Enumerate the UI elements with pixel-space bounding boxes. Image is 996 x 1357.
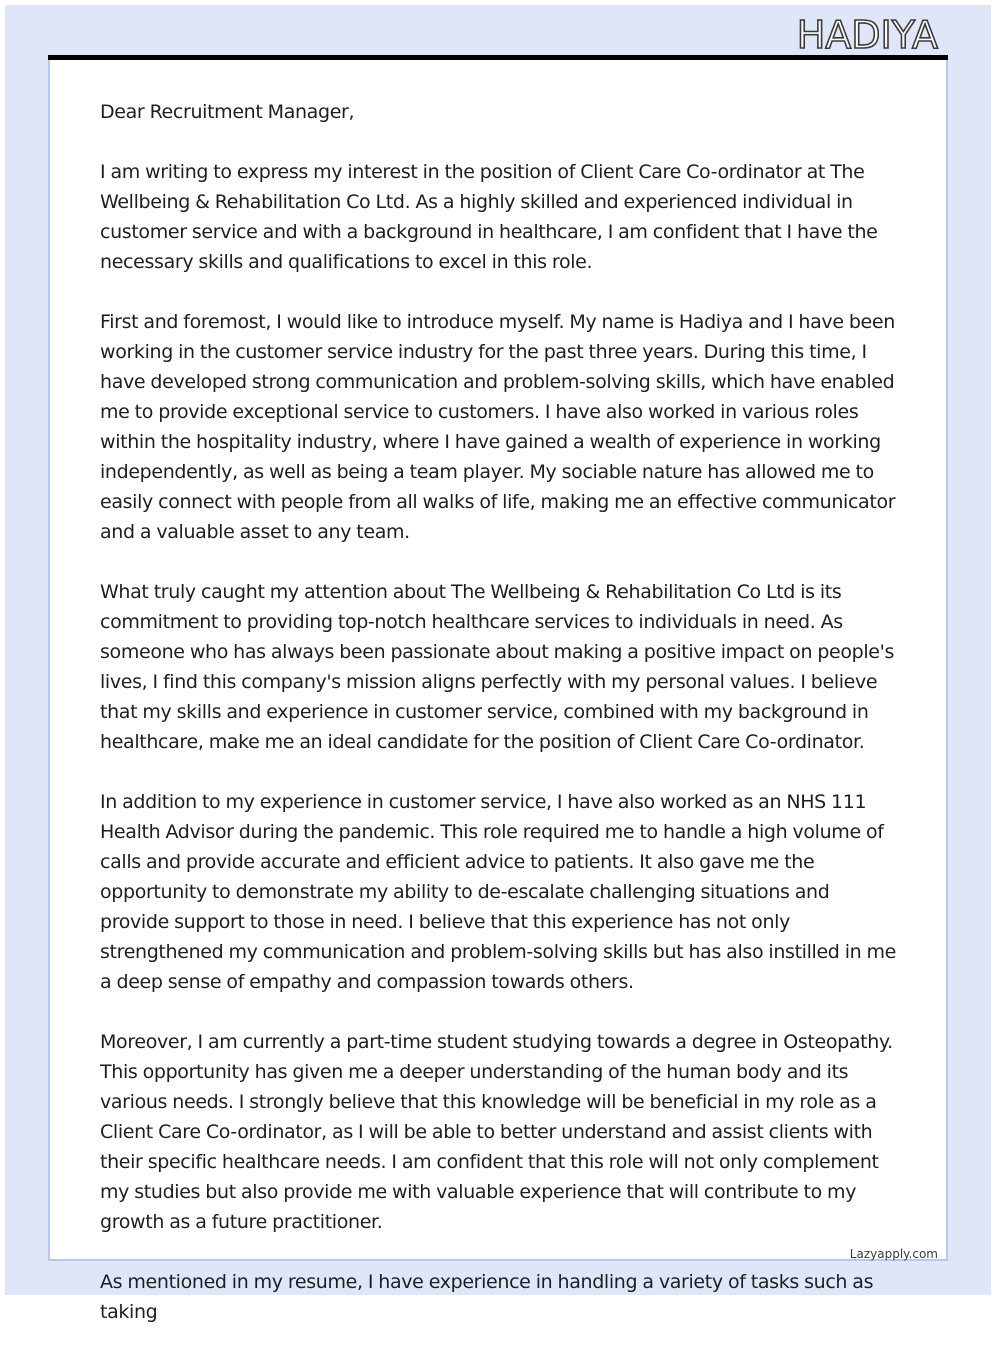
paragraph-company-interest: What truly caught my attention about The Wellbeing & Rehabilitation Co Ltd is its commitment to providing top-notch healthcare services to individuals in need. As someone who has always been passionate about making a positive impact on people's lives, I find this company's mission aligns perfectly with my personal values. I believe that my skills and experience in customer service, combined with my background in healthcare, make me an ideal candidate for the position of Client Care Co-ordinator. (100, 581, 895, 753)
applicant-name-heading: HADIYA (796, 13, 938, 57)
footer-site-label: Lazyapply.com (849, 1247, 938, 1261)
paragraph-nhs-experience: In addition to my experience in customer service, I have also worked as an NHS 111 Health Advisor during the pandemic. This role required me to handle a high volume of calls and provide accurate and efficient advice to patients. It also gave me the opportunity to demonstrate my ability to de-escalate challenging situations and provide support to those in need. I believe that this experience has not only strengthened my communication and problem-solving skills but has also instilled in me a deep sense of empathy and compassion towards others. (100, 791, 897, 993)
letter-body (100, 97, 900, 1357)
paragraph-education: Moreover, I am currently a part-time student studying towards a degree in Osteopathy. This opportunity has given me a deeper understanding of the human body and its various needs. I strongly believe that this knowledge will be beneficial in my role as a Client Care Co-ordinator, as I will be able to better understand and assist clients with their specific healthcare needs. I am confident that this role will not only complement my studies but also provide me with valuable experience that will contribute to my growth as a future practitioner. (100, 1031, 893, 1233)
paragraph-about-me: First and foremost, I would like to introduce myself. My name is Hadiya and I have been working in the customer service industry for the past three years. During this time, I have developed strong communication and problem-solving skills, which have enabled me to provide exceptional service to customers. I have also worked in various roles within the hospitality industry, where I have gained a wealth of experience in working independently, as well as being a team player. My sociable nature has allowed me to easily connect with people from all walks of life, making me an effective communicator and a valuable asset to any team. (100, 311, 896, 543)
paragraph-resume-tasks: As mentioned in my resume, I have experience in handling a variety of tasks such as taking (100, 1271, 874, 1323)
salutation: Dear Recruitment Manager, (100, 101, 355, 123)
paragraph-intro: I am writing to express my interest in the position of Client Care Co-ordinator at The Wellbeing & Rehabilitation Co Ltd. As a highly skilled and experienced individual in customer service and with a background in healthcare, I am confident that I have the necessary skills and qualifications to excel in this role. (100, 161, 878, 273)
